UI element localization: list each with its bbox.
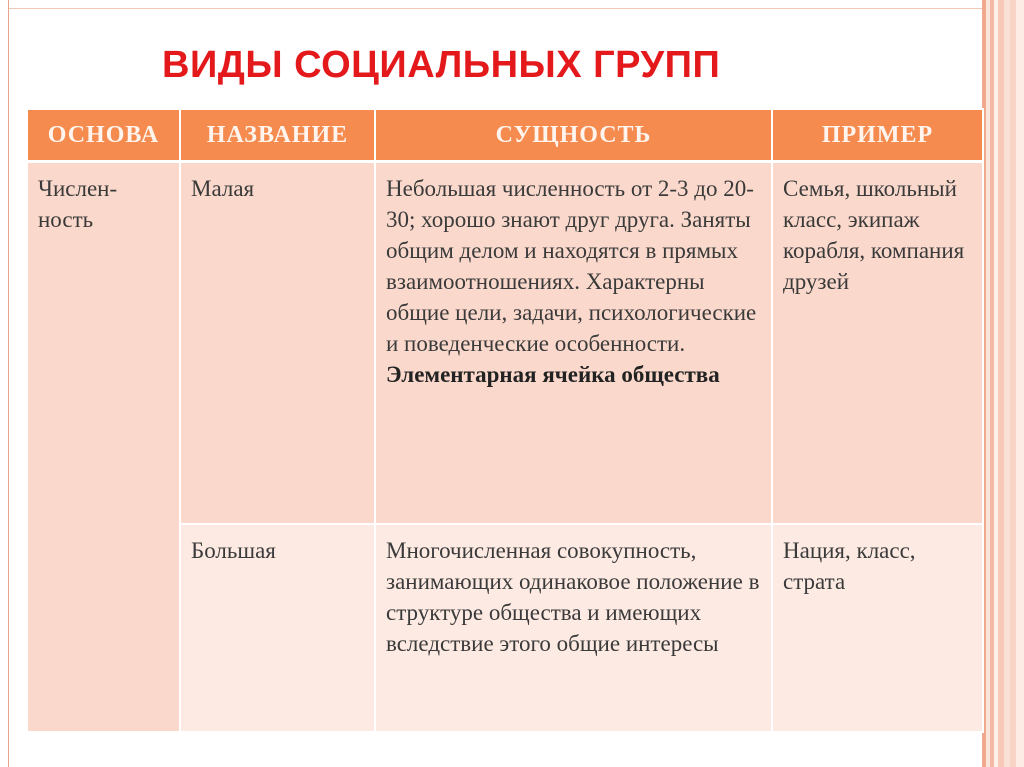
decorative-stripes <box>982 0 1024 767</box>
cell-example-large: Нация, класс, страта <box>772 524 983 732</box>
cell-name-small: Малая <box>180 162 375 525</box>
table-header-row <box>27 109 983 162</box>
basis-line-1: Числен- <box>38 176 118 201</box>
cell-name-large: Большая <box>180 524 375 732</box>
header-essence: СУЩНОСТЬ <box>375 109 772 162</box>
slide-title: ВИДЫ СОЦИАЛЬНЫХ ГРУПП <box>162 44 721 86</box>
essence-small-text: Небольшая численность от 2-3 до 20-30; хорошо знают друг друга. Заняты общим делом и находятся в прямых взаимоотношениях. Характерны общие цели, задачи, психологические и поведенческие особенности. <box>386 176 757 356</box>
cell-essence-large: Многочисленная совокупность, занимающих одинаковое положение в структуре общества и имеющих вследствие этого общие интересы <box>375 524 772 732</box>
header-name: НАЗВАНИЕ <box>180 109 375 162</box>
header-example: ПРИМЕР <box>772 109 983 162</box>
social-groups-table <box>26 108 984 733</box>
header-basis: ОСНОВА <box>27 109 180 162</box>
cell-basis <box>27 162 180 733</box>
cell-example-small: Семья, школьный класс, экипаж корабля, компания друзей <box>772 162 983 525</box>
cell-essence-small <box>375 162 772 525</box>
essence-small-bold: Элементарная ячейка общества <box>386 362 720 387</box>
table-row-small <box>27 162 983 525</box>
basis-line-2: ность <box>38 207 94 232</box>
